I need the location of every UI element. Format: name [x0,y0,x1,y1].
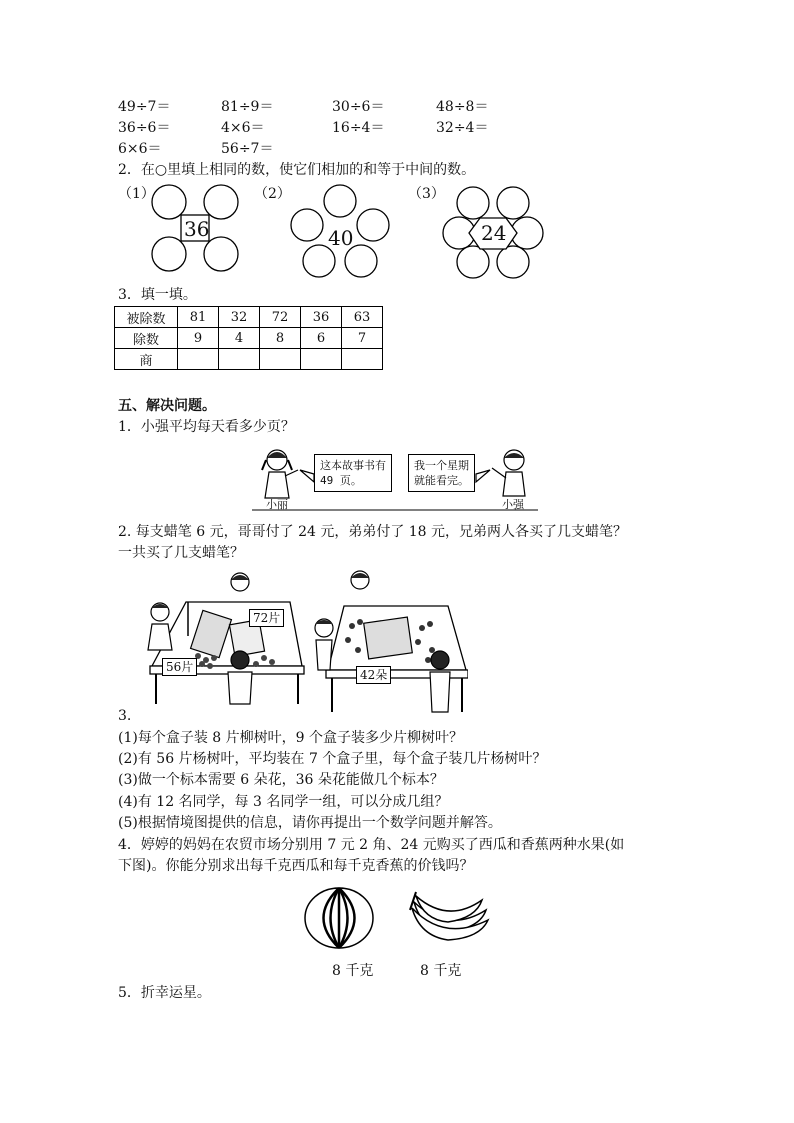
table-row [115,328,383,349]
problem-3-item: (5)根据情境图提供的信息，请你再提出一个数学问题并解答。 [118,815,502,831]
table-cell: 4 [219,328,260,349]
name-xiaoli: 小丽 [266,498,288,511]
section-heading: 五、解决问题。 [118,398,216,414]
table-cell: 32 [219,307,260,328]
q2-label-3: （3） [408,186,445,202]
table-cell: 63 [342,307,383,328]
q2-label-1: （1） [118,186,155,202]
problem-5-title: 5．折幸运星。 [118,985,211,1001]
speech-bubble-left [314,454,392,492]
calc-item: 30÷6＝ [332,99,385,115]
table-cell: 被除数 [115,307,178,328]
answer-cell[interactable] [301,349,342,370]
problem-2-line-1: 2. 每支蜡笔 6 元，哥哥付了 24 元，弟弟付了 18 元，兄弟两人各买了几支蜡笔？ [118,524,628,540]
calc-item: 56÷7＝ [221,141,274,157]
calc-item: 81÷9＝ [221,99,274,115]
q2-label-2: （2） [254,186,291,202]
watermelon-image [302,886,376,950]
bubble-text: 49 页。 [320,474,362,487]
figure-2-center[interactable]: 40 [328,226,354,250]
problem-3-item: (3)做一个标本需要 6 朵花，36 朵花能做几个标本？ [118,772,444,788]
table-cell: 81 [178,307,219,328]
quotient-table [114,306,383,370]
banana-image [408,890,492,946]
table-cell: 除数 [115,328,178,349]
table-cell: 9 [178,328,219,349]
answer-cell[interactable] [342,349,383,370]
problem-4-line-1: 4．婷婷的妈妈在农贸市场分别用 7 元 2 角、24 元购买了西瓜和香蕉两种水果(如 [118,837,625,853]
problem-1-title: 1．小强平均每天看多少页？ [118,419,295,435]
table-cell: 36 [301,307,342,328]
reading-illustration [252,446,538,514]
answer-cell[interactable] [178,349,219,370]
calc-item: 49÷7＝ [118,99,171,115]
calc-item: 36÷6＝ [118,120,171,136]
speech-bubble-right [408,454,475,492]
table-cell: 商 [115,349,178,370]
problem-3-item: (1)每个盒子装 8 片柳树叶，9 个盒子装多少片柳树叶？ [118,730,463,746]
calc-item: 4×6＝ [221,120,265,136]
name-xiaoqiang: 小强 [502,498,524,511]
bubble-text: 就能看完。 [414,474,469,487]
q2-title: 2．在○里填上相同的数，使它们相加的和等于中间的数。 [118,162,476,178]
label-72: 72片 [249,609,284,627]
figure-3-center[interactable]: 24 [481,221,507,245]
problem-4-line-2: 下图)。你能分别求出每千克西瓜和每千克香蕉的价钱吗？ [118,858,474,874]
table-row [115,349,383,370]
table-row [115,307,383,328]
table-cell: 72 [260,307,301,328]
label-56: 56片 [162,658,197,676]
calc-item: 16÷4＝ [332,120,385,136]
banana-weight: 8 千克 [420,963,462,979]
problem-3-item: (2)有 56 片杨树叶，平均装在 7 个盒子里，每个盒子装几片杨树叶？ [118,751,547,767]
calc-item: 48÷8＝ [436,99,489,115]
answer-cell[interactable] [219,349,260,370]
table-cell: 6 [301,328,342,349]
q3-title: 3．填一填。 [118,287,197,303]
watermelon-weight: 8 千克 [332,963,374,979]
problem-3-item: (4)有 12 名同学，每 3 名同学一组，可以分成几组？ [118,794,449,810]
bubble-text: 这本故事书有 [320,459,386,472]
leaf-sorting-illustration [132,566,468,718]
label-42: 42朵 [356,666,391,684]
calc-item: 6×6＝ [118,141,162,157]
problem-2-line-2: 一共买了几支蜡笔？ [118,545,244,561]
table-cell: 8 [260,328,301,349]
answer-cell[interactable] [260,349,301,370]
calc-item: 32÷4＝ [436,120,489,136]
figure-1-center[interactable]: 36 [184,217,210,241]
table-cell: 7 [342,328,383,349]
bubble-text: 我一个星期 [414,459,469,472]
problem-3-number: 3. [118,708,132,724]
